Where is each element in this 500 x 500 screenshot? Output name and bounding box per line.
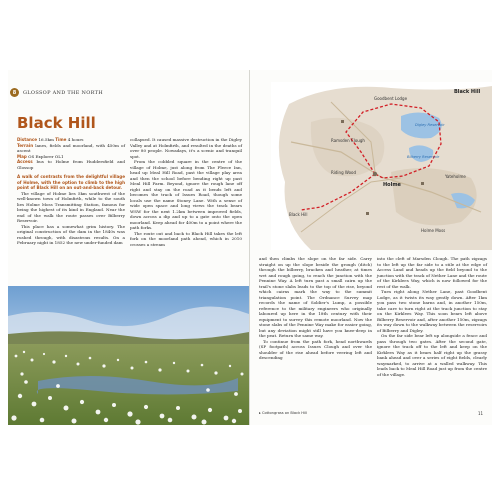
body-paragraph: From the cobbled square in the centre of the village of Holme, just along from The Fleece Inn, head up Meal Hill Road, past the village play area and then the school before bending right up past Meal Hill Farm. Beyond, ignore the rough lane off right and stay on the road as it bends left and becomes the track of Issues Road, though some locals use the name Stoney Lane. With a sense of wide open space and long views the track bears WSW for the next 1.2km between improved fields, down across a dip and up to a gate onto the open moorland. Keep ahead for 400m to a point where the path forks.	[130, 159, 242, 230]
map-water-label: Bilberry Reservoir	[407, 155, 440, 159]
fact-key: Map	[17, 153, 27, 159]
body-paragraph: On the far side bear left up alongside a fence and pass through two gates. After the second gate, ignore the track off to the left and keep on the Kirklees Way as it bears half right up the grassy bank ahead and over a series of eight fields, clearly waymarked, to arrive at a walled walkway. This leads back to Meal Hill Road just up from the centre of the village.	[377, 333, 487, 377]
running-head-text: GLOSSOP AND THE NORTH	[23, 89, 103, 96]
fact-line	[17, 159, 125, 170]
photo-caption: ▸ Cottongrass on Black Hill	[259, 411, 307, 415]
text-column-3	[259, 256, 372, 361]
map-label: Ramsden Clough	[331, 138, 365, 143]
intro-paragraph: A walk of contrasts from the delightful village of Holme, with the option to climb to the high point of Black Hill on an out-and-back detour.	[17, 174, 125, 190]
route-facts	[17, 137, 125, 170]
text-column-1	[17, 137, 125, 246]
running-head	[10, 88, 103, 97]
body-paragraph: The route out and back to Black Hill takes the left fork on the moorland path ahead, which in 2010 crosses a stream	[130, 230, 242, 247]
photo-caption-text: Cottongrass on Black Hill	[261, 411, 307, 415]
fact-value: 4 hours	[67, 137, 84, 142]
route-map-image	[271, 82, 492, 250]
map-label: Holme Moss	[421, 228, 446, 233]
page-number-left: 8	[10, 88, 19, 97]
body-paragraph: and then climbs the slope on the far side. Carry straight on up the slope beside the grough (ditch) through the bilberry, bracken and heather, at times wet and rough going, to reach the junction with the Pennine Way. A left turn past a small cairn up the trail's stone slabs leads to the top of the rise, beyond which cairns mark the way to the summit triangulation point. The Ordnance Survey map records the name of Soldier's Lump, a possible reference to the military engineers who originally laboured up here in the 18th century with their equipment to survey this remote moorland. Now the stone slabs of the Pennine Way make for easier going, but any deviation might still have you knee-deep in the peat. Return the same way.	[259, 256, 372, 338]
fact-value: bus to Holme from Huddersfield and Glossop	[17, 159, 125, 170]
map-label: Holme	[383, 182, 401, 188]
fact-key: Access	[17, 159, 33, 164]
map-label: Goodbent Lodge	[374, 96, 408, 101]
body-paragraph: This place has a somewhat grim history. The original construction of the dam in the 1840s was rushed through, with disastrous results. On a February night in 1852 the new under-funded dam	[17, 223, 125, 245]
fact-key: Terrain	[17, 142, 34, 148]
map-label: Black Hill	[289, 212, 308, 217]
fact-key: Time	[55, 137, 67, 142]
page-number-right: 11	[478, 411, 484, 416]
text-column-2	[130, 137, 242, 247]
fact-value: lanes, fields and moorland, with 450m of ascent	[17, 142, 125, 153]
cottongrass-photo-image	[8, 286, 249, 425]
map-title: Black Hill	[454, 89, 481, 95]
body-paragraph: into the cleft of Marsden Clough. The path zigzags to the left up the far side to a stile at the edge of Access Land and heads up the field beyond to the junction with the track of Nether Lane and the route of the Kirklees Way, which is now followed for the rest of the walk.	[377, 256, 487, 289]
text-column-4	[377, 256, 487, 377]
map-label: Riding Wood	[331, 170, 357, 175]
page-title: Black Hill	[17, 114, 96, 132]
book-gutter	[249, 70, 250, 425]
body-paragraph: To continue from the path fork, head northwards (SP footpath) across Issues Clough and over the shoulder of the rise ahead before veering left and descending	[259, 338, 372, 360]
fact-key: Distance	[17, 137, 38, 142]
map-water-label: Digley Reservoir	[415, 123, 445, 127]
fact-line	[17, 143, 125, 154]
map-label: Yateholme	[445, 174, 466, 179]
route-map	[271, 82, 492, 250]
fact-value: 16.5km	[38, 137, 54, 142]
cottongrass-photo	[8, 286, 249, 425]
fact-value: OS Explorer OL1	[28, 153, 64, 159]
body-paragraph: Turn right along Nether Lane, past Goodbent Lodge, as it twists its way gently down. After 1km you pass two stone barns and, in another 150m, take care to turn right at the track junction to stay on the Kirklees Way. This soon bears left above Bilberry Reservoir and, after another 150m, zigzags its way down to the walkway between the reservoirs of Bilberry and Digley.	[377, 289, 487, 333]
body-paragraph: The village of Holme lies 5km southwest of the well-known town of Holmfirth, while to the south lies Holme Moss Transmitting Station, famous for being the highest of its kind in England. Near the end of the walk the route passes over Bilberry Reservoir.	[17, 190, 125, 223]
body-paragraph: collapsed. It caused massive destruction in the Digley Valley and at Holmfirth, and resulted in the deaths of over 80 people. Nowadays, it's a scenic and tranquil spot.	[130, 137, 242, 159]
